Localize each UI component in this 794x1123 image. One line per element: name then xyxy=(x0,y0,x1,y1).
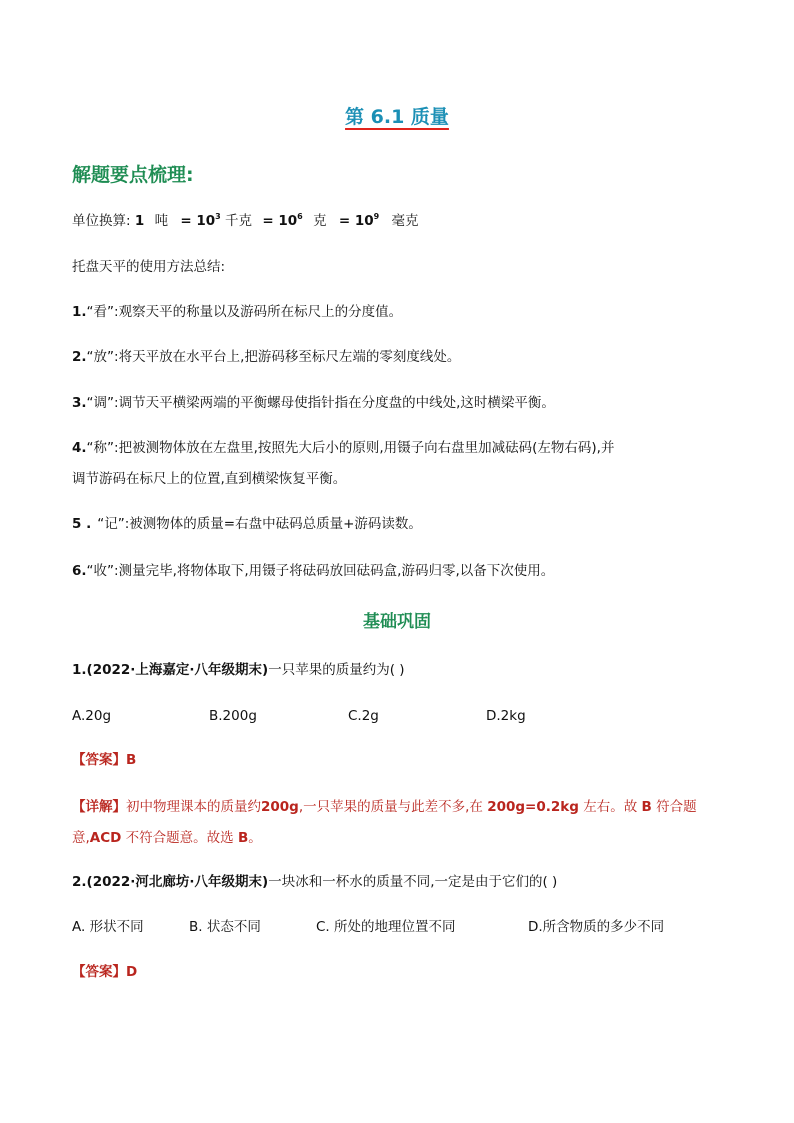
unit-mg: 毫克 xyxy=(391,213,419,229)
unit-conversion-line xyxy=(72,211,419,231)
detail-text: 意, xyxy=(72,830,90,846)
step-6 xyxy=(72,561,554,581)
step-1 xyxy=(72,302,402,322)
detail-text: 。 xyxy=(248,830,262,846)
q2-answer xyxy=(72,962,137,982)
question-number: 1. xyxy=(72,662,87,678)
q1-option-b: B.200g xyxy=(209,708,257,724)
unit-eq3: = 10 xyxy=(338,213,374,229)
q2-option-a: A. 形状不同 xyxy=(72,919,144,935)
q2-option-c: C. 所处的地理位置不同 xyxy=(316,919,456,935)
unit-exp1: 3 xyxy=(215,212,221,221)
detail-text: 符合题 xyxy=(651,799,697,815)
unit-one: 1 xyxy=(134,213,145,229)
detail-value: B xyxy=(641,799,652,815)
step-number: 1. xyxy=(72,304,87,320)
unit-label: 单位换算: xyxy=(72,213,131,229)
detail-value: 200g=0.2kg xyxy=(487,799,579,815)
question-stem: 一块冰和一杯水的质量不同,一定是由于它们的( ) xyxy=(268,874,558,890)
unit-g: 克 xyxy=(313,213,327,229)
detail-text: ,一只苹果的质量与此差不多,在 xyxy=(298,799,488,815)
section-heading-basics: 基础巩固 xyxy=(363,612,431,632)
detail-text: 左右。故 xyxy=(578,799,642,815)
q1-option-c: C.2g xyxy=(348,708,379,724)
answer-value: D xyxy=(126,964,138,980)
step-text: “看”:观察天平的称量以及游码所在标尺上的分度值。 xyxy=(86,304,403,320)
step-3 xyxy=(72,393,555,413)
q1-option-a: A.20g xyxy=(72,708,112,724)
question-source: (2022·河北廊坊·八年级期末) xyxy=(86,874,269,890)
step-text: “收”:测量完毕,将物体取下,用镊子将砝码放回砝码盒,游码归零,以备下次使用。 xyxy=(86,563,555,579)
q1-detail-line-1 xyxy=(72,797,697,817)
question-2 xyxy=(72,872,557,892)
page-title xyxy=(0,102,794,129)
q2-option-d: D.所含物质的多少不同 xyxy=(528,919,665,935)
step-number: 4. xyxy=(72,440,87,456)
step-2 xyxy=(72,347,460,367)
answer-label: 【答案】 xyxy=(72,752,126,768)
step-text: 调节游码在标尺上的位置,直到横梁恢复平衡。 xyxy=(72,471,347,487)
detail-text: 不符合题意。故选 xyxy=(121,830,238,846)
question-stem: 一只苹果的质量约为( ) xyxy=(268,662,405,678)
balance-intro: 托盘天平的使用方法总结: xyxy=(72,259,226,275)
step-number: 5 . xyxy=(72,516,92,532)
unit-exp2: 6 xyxy=(297,212,303,221)
unit-exp3: 9 xyxy=(373,212,380,221)
question-number: 2. xyxy=(72,874,87,890)
q2-option-b: B. 状态不同 xyxy=(189,919,261,935)
step-text: “称”:把被测物体放在左盘里,按照先大后小的原则,用镊子向右盘里加减砝码(左物右码),并 xyxy=(86,440,615,456)
detail-value: B xyxy=(237,830,249,846)
step-text: “调”:调节天平横梁两端的平衡螺母使指针指在分度盘的中线处,这时横梁平衡。 xyxy=(86,395,555,411)
detail-text: 初中物理课本的质量约 xyxy=(126,799,261,815)
step-text: “记”:被测物体的质量=右盘中砝码总质量+游码读数。 xyxy=(97,516,422,532)
step-4-continued xyxy=(72,469,346,489)
detail-value: ACD xyxy=(89,830,122,846)
unit-eq1: = 10 xyxy=(180,213,216,229)
step-number: 6. xyxy=(72,563,87,579)
answer-label: 【答案】 xyxy=(72,964,126,980)
step-5 xyxy=(72,514,422,534)
step-number: 2. xyxy=(72,349,87,365)
q1-option-d: D.2kg xyxy=(486,708,526,724)
detail-value: 200g xyxy=(261,799,299,815)
title-text: 第 6.1 质量 xyxy=(345,106,449,128)
q1-answer xyxy=(72,750,136,770)
q1-detail-line-2 xyxy=(72,828,262,848)
step-number: 3. xyxy=(72,395,87,411)
answer-value: B xyxy=(126,752,137,768)
unit-eq2: = 10 xyxy=(262,213,298,229)
unit-kg: 千克 xyxy=(225,213,253,229)
unit-ton: 吨 xyxy=(154,213,169,229)
question-1 xyxy=(72,660,405,680)
question-source: (2022·上海嘉定·八年级期末) xyxy=(86,662,269,678)
step-4 xyxy=(72,438,614,458)
section-heading-key-points: 解题要点梳理: xyxy=(72,164,194,186)
step-text: “放”:将天平放在水平台上,把游码移至标尺左端的零刻度线处。 xyxy=(86,349,461,365)
detail-label: 【详解】 xyxy=(72,799,126,815)
